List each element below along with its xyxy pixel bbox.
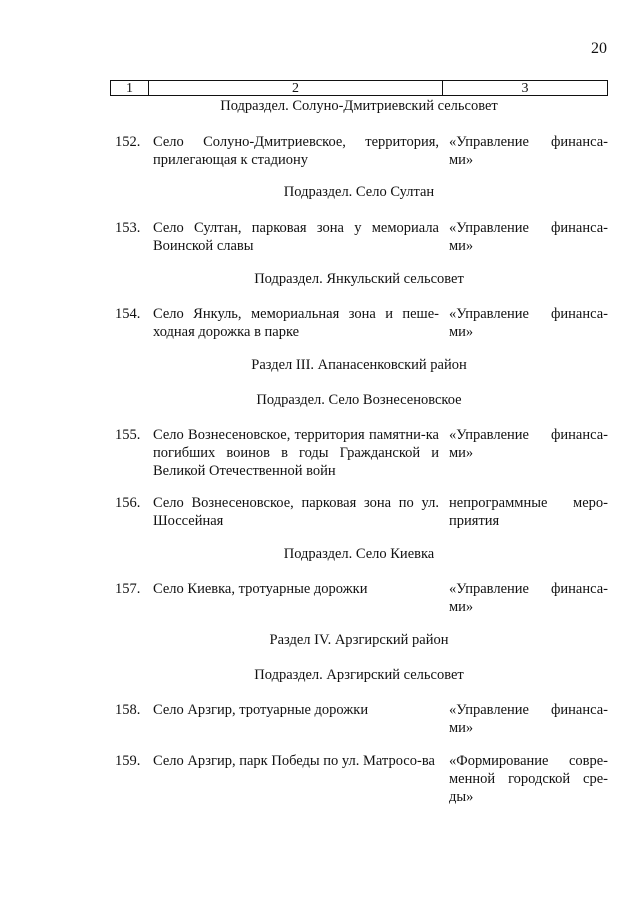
section-heading: Подраздел. Село Киевка (283, 546, 435, 562)
object-description: Село Султан, парковая зона у мемориала Воинской славы (153, 220, 439, 254)
funding-source: «Управление финанса- ми» (449, 581, 608, 615)
table-header (110, 80, 608, 96)
column-3-header: 3 (521, 81, 529, 96)
funding-source: «Управление финанса- ми» (449, 702, 608, 736)
row-number: 155. (115, 427, 141, 443)
column-1-header: 1 (111, 81, 149, 95)
section-heading: Подраздел. Солуно-Дмитриевский сельсовет (220, 98, 498, 114)
funding-source: «Управление финанса- ми» (449, 220, 608, 254)
funding-source: «Управление финанса- ми» (449, 427, 608, 461)
funding-source: «Управление финанса- ми» (449, 306, 608, 340)
section-heading: Раздел III. Апанасенковский район (251, 357, 467, 373)
object-description: Село Арзгир, тротуарные дорожки (153, 702, 369, 718)
section-heading: Подраздел. Село Вознесеновское (256, 392, 462, 408)
row-number: 153. (115, 220, 141, 236)
page-number: 20 (591, 40, 607, 57)
section-heading: Подраздел. Арзгирский сельсовет (254, 667, 464, 683)
object-description: Село Солуно-Дмитриевское, территория, прилегающая к стадиону (153, 134, 439, 168)
funding-source: «Управление финанса- ми» (449, 134, 608, 168)
row-number: 158. (115, 702, 141, 718)
object-description: Село Янкуль, мемориальная зона и пеше-ходная дорожка в парке (153, 306, 439, 340)
section-heading: Подраздел. Село Султан (283, 184, 435, 200)
row-number: 154. (115, 306, 141, 322)
row-number: 152. (115, 134, 141, 150)
funding-source: «Формирование совре- менной городской сре- ды» (449, 753, 608, 805)
row-number: 159. (115, 753, 141, 769)
row-number: 157. (115, 581, 141, 597)
section-heading: Раздел IV. Арзгирский район (269, 632, 449, 648)
object-description: Село Арзгир, парк Победы по ул. Матросо-ва (153, 753, 435, 769)
object-description: Село Киевка, тротуарные дорожки (153, 581, 368, 597)
row-number: 156. (115, 495, 141, 511)
section-heading: Подраздел. Янкульский сельсовет (254, 271, 464, 287)
object-description: Село Вознесеновское, территория памятни-ка погибших воинов в годы Гражданской и Великой Отечественной войн (153, 427, 439, 479)
object-description: Село Вознесеновское, парковая зона по ул. Шоссейная (153, 495, 439, 529)
funding-source: непрограммные меро- приятия (449, 495, 608, 529)
column-2-header: 2 (149, 81, 443, 95)
